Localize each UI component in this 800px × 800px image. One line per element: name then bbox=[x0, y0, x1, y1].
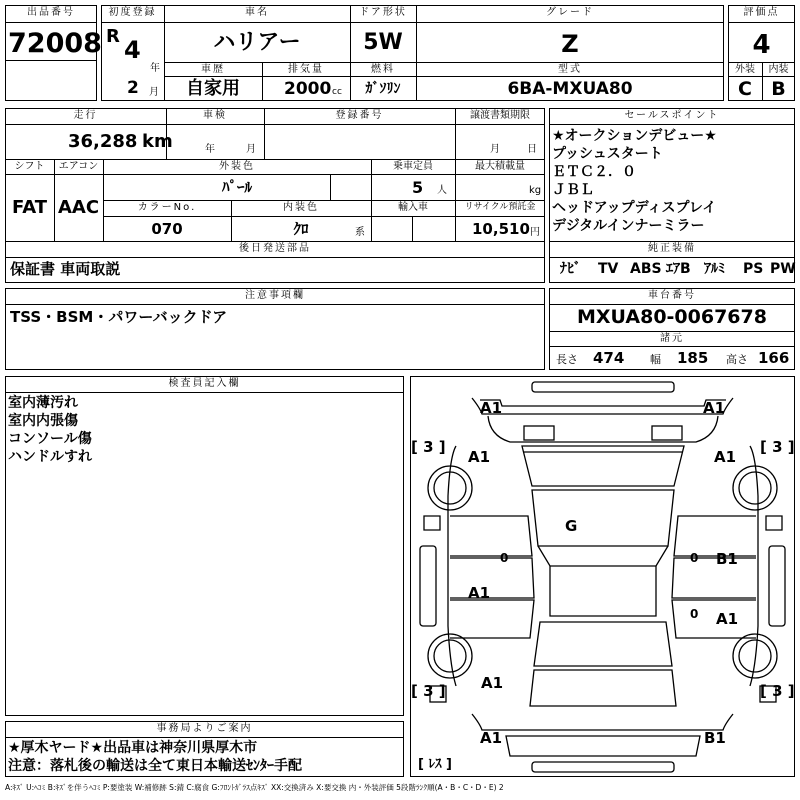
sales-line: ヘッドアップディスプレイ bbox=[552, 200, 717, 216]
damage-mark: A1 bbox=[468, 448, 491, 466]
height: 166 bbox=[758, 349, 790, 367]
chassis-number: MXUA80-0067678 bbox=[577, 306, 767, 328]
capacity-unit: 人 bbox=[437, 185, 447, 196]
dims-label: 諸元 bbox=[660, 333, 684, 344]
damage-mark: [ 3 ] bbox=[760, 682, 795, 700]
capacity: 5 bbox=[412, 178, 424, 197]
damage-mark: A1 bbox=[714, 448, 737, 466]
shift: FAT bbox=[11, 197, 48, 218]
load-unit: kg bbox=[529, 185, 542, 196]
exterior-label: 外装 bbox=[735, 64, 755, 75]
score-label: 評価点 bbox=[743, 7, 780, 18]
inspector-line: コンソール傷 bbox=[8, 431, 92, 447]
inspection-month-unit: 月 bbox=[246, 144, 256, 155]
car-diagram bbox=[410, 376, 795, 777]
model-label: 型式 bbox=[558, 64, 582, 75]
equip-item: PS bbox=[743, 261, 764, 277]
notes-text: TSS・BSM・パワーバックドア bbox=[10, 308, 228, 326]
interior-label: 内装 bbox=[768, 64, 789, 75]
era: R bbox=[106, 26, 120, 47]
color-label: 外装色 bbox=[219, 161, 255, 172]
damage-mark: A1 bbox=[716, 610, 739, 628]
color: ﾊﾟｰﾙ bbox=[221, 178, 252, 196]
equip-item: TV bbox=[598, 261, 619, 277]
damage-mark: G bbox=[565, 517, 578, 535]
door-type: 5W bbox=[363, 30, 403, 55]
office-label: 事務局よりご案内 bbox=[156, 723, 253, 734]
reg-year: 4 bbox=[124, 36, 141, 64]
inspector-line: 室内薄汚れ bbox=[8, 395, 78, 411]
color-no: 070 bbox=[151, 220, 183, 238]
sales-label: セールスポイント bbox=[624, 110, 720, 121]
ac-label: エアコン bbox=[58, 161, 99, 172]
equip-item: ABS bbox=[630, 261, 662, 277]
legend: A:ｷｽﾞ U:ﾍｺﾐ B:ｷｽﾞを伴うﾍｺﾐ P:要塗装 W:補修跡 S:錆 C:腐食 G:ﾌﾛﾝﾄｶﾞﾗｽ点ｷｽﾞ XX:交換済み X:要交換 内・外装評価 5段階ﾗﾝｸ順(A・B・C・D・E) 2 bbox=[5, 783, 504, 792]
mileage-label: 走行 bbox=[73, 110, 98, 121]
mileage: 36,288 bbox=[68, 131, 138, 152]
length-label: 長さ bbox=[556, 353, 578, 366]
displacement: 2000 bbox=[284, 79, 332, 99]
recycle: 10,510 bbox=[472, 220, 530, 238]
sales-line: プッシュスタート bbox=[552, 146, 663, 162]
width-label: 幅 bbox=[650, 353, 661, 366]
equip-label: 純正装備 bbox=[648, 243, 696, 254]
transfer-day-unit: 日 bbox=[527, 144, 537, 155]
displacement-unit: cc bbox=[332, 87, 342, 97]
damage-mark: 0 bbox=[690, 551, 699, 565]
regno-label: 登録番号 bbox=[335, 110, 384, 121]
int-color: ｸﾛ bbox=[293, 220, 309, 238]
history-label: 車歴 bbox=[201, 64, 225, 75]
width: 185 bbox=[677, 349, 709, 367]
fuel-type: ｶﾞｿﾘﾝ bbox=[365, 81, 401, 97]
later-parts: 保証書 車両取説 bbox=[10, 260, 121, 278]
ac: AAC bbox=[57, 197, 100, 218]
inspector-label: 検査員記入欄 bbox=[168, 378, 241, 389]
exterior-grade: C bbox=[738, 78, 752, 100]
inspection-year-unit: 年 bbox=[205, 144, 215, 155]
damage-mark: 0 bbox=[690, 607, 699, 621]
office-line: 注意：落札後の輸送は全て東日本輸送ｾﾝﾀｰ手配 bbox=[8, 758, 302, 774]
lot-label: 出品番号 bbox=[27, 7, 75, 18]
damage-mark: [ 3 ] bbox=[411, 438, 446, 456]
grade: Z bbox=[561, 30, 579, 58]
car-name: ハリアー bbox=[213, 30, 301, 55]
damage-mark: A1 bbox=[468, 584, 491, 602]
later-label: 後日発送部品 bbox=[239, 243, 311, 254]
transfer-month-unit: 月 bbox=[490, 144, 500, 155]
first-reg-label: 初度登録 bbox=[108, 7, 157, 18]
shift-label: シフト bbox=[14, 161, 45, 172]
import-label: 輸入車 bbox=[398, 202, 428, 213]
damage-mark: A1 bbox=[481, 674, 504, 692]
int-color-label: 内装色 bbox=[283, 202, 319, 213]
recycle-unit: 円 bbox=[530, 227, 540, 238]
damage-mark: [ ﾚｽ ] bbox=[418, 757, 452, 772]
interior-grade: B bbox=[771, 78, 786, 100]
int-color-unit: 系 bbox=[355, 227, 365, 238]
score: 4 bbox=[752, 30, 771, 60]
sales-line: デジタルインナーミラー bbox=[552, 218, 705, 234]
equip-item: ﾅﾋﾞ bbox=[560, 261, 581, 277]
damage-mark: B1 bbox=[704, 729, 726, 747]
model-code: 6BA-MXUA80 bbox=[507, 79, 633, 99]
damage-mark: [ 3 ] bbox=[760, 438, 795, 456]
damage-mark: [ 3 ] bbox=[411, 682, 446, 700]
inspection-label: 車検 bbox=[203, 110, 227, 121]
displacement-label: 排気量 bbox=[288, 64, 324, 75]
damage-mark: A1 bbox=[703, 399, 726, 417]
door-label: ドア形状 bbox=[359, 7, 407, 18]
damage-mark: A1 bbox=[480, 729, 503, 747]
damage-mark: A1 bbox=[480, 399, 503, 417]
inspector-line: ハンドルすれ bbox=[8, 449, 92, 465]
reg-month: 2 bbox=[127, 78, 139, 98]
grade-label: グレード bbox=[546, 7, 594, 18]
sales-line: ＪＢＬ bbox=[552, 182, 594, 198]
load-label: 最大積載量 bbox=[475, 161, 525, 172]
inspector-line: 室内内張傷 bbox=[8, 413, 78, 429]
name-label: 車名 bbox=[245, 7, 269, 18]
notes-label: 注意事項欄 bbox=[245, 290, 305, 301]
damage-mark: B1 bbox=[716, 550, 738, 568]
equip-item: PW bbox=[770, 261, 796, 277]
mileage-unit: km bbox=[142, 131, 173, 152]
capacity-label: 乗車定員 bbox=[393, 161, 433, 172]
equip-item: ｴｱB bbox=[666, 261, 691, 277]
lot-number: 72008 bbox=[8, 28, 102, 59]
chassis-label: 車台番号 bbox=[648, 290, 696, 301]
month-unit: 月 bbox=[149, 87, 159, 98]
sales-line: ★オークションデビュー★ bbox=[552, 128, 717, 144]
sales-line: ＥＴＣ２．０ bbox=[552, 164, 636, 180]
fuel-label: 燃料 bbox=[371, 64, 395, 75]
height-label: 高さ bbox=[726, 353, 748, 366]
car-history: 自家用 bbox=[186, 78, 240, 99]
transfer-label: 譲渡書類期限 bbox=[470, 110, 530, 121]
equip-item: ｱﾙﾐ bbox=[704, 261, 725, 277]
office-line: ★厚木ヤード★出品車は神奈川県厚木市 bbox=[8, 740, 258, 756]
color-no-label: カラーNo. bbox=[137, 202, 197, 213]
recycle-label: リサイクル預託金 bbox=[464, 202, 536, 212]
length: 474 bbox=[593, 349, 625, 367]
year-unit: 年 bbox=[150, 63, 160, 74]
damage-mark: 0 bbox=[500, 551, 509, 565]
